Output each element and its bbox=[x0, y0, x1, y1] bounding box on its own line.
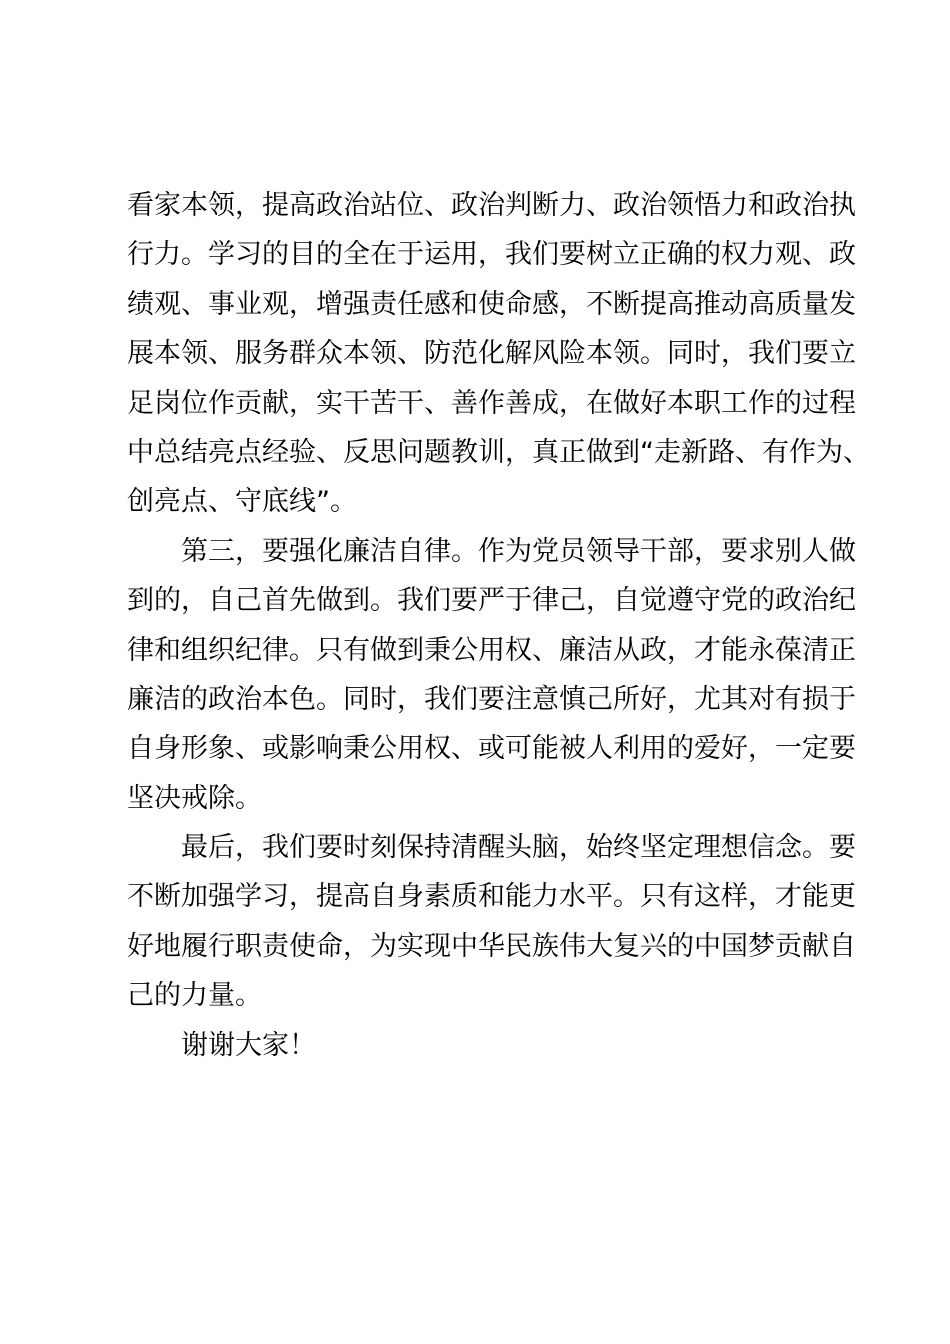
text-line: 廉洁的政治本色。同时，我们要注意慎己所好，尤其对有损于 bbox=[127, 683, 856, 715]
closing-line: 谢谢大家！ bbox=[181, 1029, 316, 1061]
text-line: 到的，自己首先做到。我们要严于律己，自觉遵守党的政治纪 bbox=[127, 585, 856, 617]
text-line: 坚决戒除。 bbox=[127, 782, 262, 814]
text-line: 不断加强学习，提高自身素质和能力水平。只有这样，才能更 bbox=[127, 881, 856, 913]
text-line: 足岗位作贡献，实干苦干、善作善成，在做好本职工作的过程 bbox=[127, 387, 856, 419]
text-line: 己的力量。 bbox=[127, 980, 262, 1012]
text-line: 自身形象、或影响秉公用权、或可能被人利用的爱好，一定要 bbox=[127, 733, 856, 765]
text-line: 行力。学习的目的全在于运用，我们要树立正确的权力观、政 bbox=[127, 239, 856, 271]
paragraph-first-line: 第三，要强化廉洁自律。作为党员领导干部，要求别人做 bbox=[181, 535, 856, 567]
text-line: 看家本领，提高政治站位、政治判断力、政治领悟力和政治执 bbox=[127, 190, 856, 221]
text-line: 展本领、服务群众本领、防范化解风险本领。同时，我们要立 bbox=[127, 338, 856, 370]
text-line: 律和组织纪律。只有做到秉公用权、廉洁从政，才能永葆清正 bbox=[127, 634, 856, 666]
text-line: 中总结亮点经验、反思问题教训，真正做到“走新路、有作为、 bbox=[127, 436, 870, 468]
text-line: 好地履行职责使命，为实现中华民族伟大复兴的中国梦贡献自 bbox=[127, 930, 856, 962]
text-line: 创亮点、守底线”。 bbox=[127, 486, 357, 518]
paragraph-first-line: 最后，我们要时刻保持清醒头脑，始终坚定理想信念。要 bbox=[181, 832, 856, 864]
text-line: 绩观、事业观，增强责任感和使命感，不断提高推动高质量发 bbox=[127, 288, 856, 320]
document-body bbox=[127, 181, 870, 1070]
